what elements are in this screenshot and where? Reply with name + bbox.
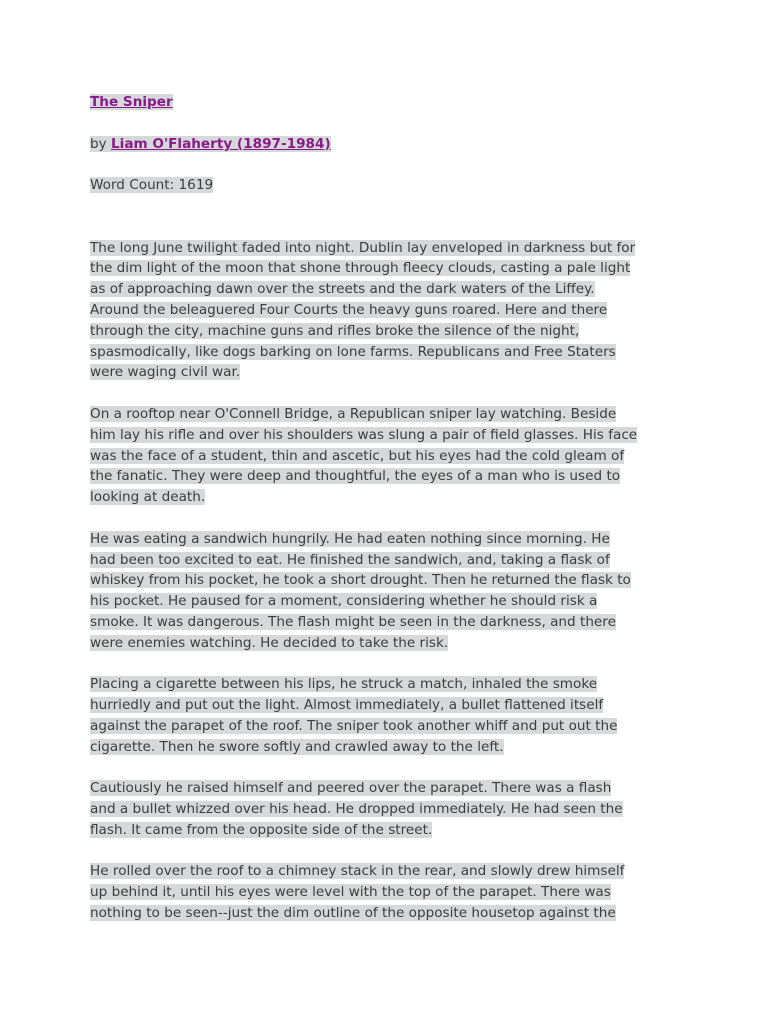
paragraph-line-text: Cautiously he raised himself and peered over the parapet. There was a flash [90, 780, 612, 797]
paragraph-line [90, 633, 678, 654]
paragraph-line-text: up behind it, until his eyes were level with the top of the parapet. There was [90, 884, 611, 901]
paragraph-line [90, 238, 678, 259]
paragraph-line-text: The long June twilight faded into night. Dublin lay enveloped in darkness but for [90, 239, 636, 256]
author-link[interactable]: Liam O'Flaherty (1897-1984) [111, 135, 331, 152]
paragraph-line [90, 342, 678, 363]
story-paragraph [90, 674, 678, 757]
paragraph-line [90, 300, 678, 321]
paragraph-line [90, 550, 678, 571]
paragraph-line-text: were enemies watching. He decided to take the risk. [90, 634, 449, 651]
paragraph-line-text: and a bullet whizzed over his head. He dropped immediately. He had seen the [90, 801, 623, 818]
paragraph-line [90, 591, 678, 612]
paragraph-line-text: spasmodically, like dogs barking on lone farms. Republicans and Free Staters [90, 343, 616, 360]
word-count-line [90, 175, 678, 196]
paragraph-line [90, 674, 678, 695]
story-paragraph [90, 861, 678, 923]
paragraph-line [90, 903, 678, 924]
paragraph-line [90, 279, 678, 300]
story-paragraph [90, 529, 678, 654]
paragraph-line-text: nothing to be seen--just the dim outline of the opposite housetop against the [90, 905, 616, 922]
paragraph-line [90, 570, 678, 591]
paragraph-line-text: smoke. It was dangerous. The flash might be seen in the darkness, and there [90, 613, 616, 630]
paragraph-line-text: hurriedly and put out the light. Almost immediately, a bullet flattened itself [90, 697, 604, 714]
paragraph-line [90, 446, 678, 467]
paragraph-line [90, 321, 678, 342]
paragraph-line [90, 487, 678, 508]
author-highlight [90, 136, 331, 152]
paragraph-line [90, 716, 678, 737]
paragraph-line-text: through the city, machine guns and rifles broke the silence of the night, [90, 322, 580, 339]
paragraph-line-text: against the parapet of the roof. The sniper took another whiff and put out the [90, 717, 618, 734]
paragraph-line-text: cigarette. Then he swore softly and crawled away to the left. [90, 738, 504, 755]
paragraph-line-text: Placing a cigarette between his lips, he struck a match, inhaled the smoke [90, 676, 598, 693]
paragraph-line [90, 695, 678, 716]
author-line [90, 134, 678, 155]
paragraph-line [90, 258, 678, 279]
paragraph-line-text: him lay his rifle and over his shoulders was slung a pair of field glasses. His face [90, 426, 638, 443]
story-paragraph [90, 404, 678, 508]
paragraph-line-text: looking at death. [90, 489, 206, 506]
paragraph-line [90, 362, 678, 383]
paragraph-line-text: were waging civil war. [90, 364, 241, 381]
story-title-link[interactable]: The Sniper [90, 94, 173, 110]
paragraph-line-text: On a rooftop near O'Connell Bridge, a Republican sniper lay watching. Beside [90, 405, 617, 422]
paragraph-line [90, 612, 678, 633]
paragraph-line-text: flash. It came from the opposite side of the street. [90, 821, 433, 838]
paragraph-line [90, 404, 678, 425]
paragraph-line [90, 861, 678, 882]
paragraph-line-text: had been too excited to eat. He finished the sandwich, and, taking a flask of [90, 551, 610, 568]
paragraph-line [90, 778, 678, 799]
story-paragraph [90, 778, 678, 840]
paragraph-line-text: as of approaching dawn over the streets and the dark waters of the Liffey. [90, 281, 595, 298]
title-line [90, 92, 678, 113]
paragraph-line-text: Around the beleaguered Four Courts the heavy guns roared. Here and there [90, 301, 608, 318]
paragraph-line-text: He rolled over the roof to a chimney stack in the rear, and slowly drew himself [90, 863, 625, 880]
paragraph-line [90, 799, 678, 820]
document-page [90, 92, 678, 945]
paragraph-line-text: the fanatic. They were deep and thoughtful, the eyes of a man who is used to [90, 468, 621, 485]
paragraph-line [90, 529, 678, 550]
paragraph-line-text: his pocket. He paused for a moment, considering whether he should risk a [90, 593, 598, 610]
paragraph-line-text: the dim light of the moon that shone through fleecy clouds, casting a pale light [90, 260, 631, 277]
paragraph-line [90, 882, 678, 903]
paragraph-line [90, 425, 678, 446]
word-count-text: Word Count: 1619 [90, 177, 214, 194]
paragraph-line-text: was the face of a student, thin and ascetic, but his eyes had the cold gleam of [90, 447, 625, 464]
paragraph-line-text: whiskey from his pocket, he took a short drought. Then he returned the flask to [90, 572, 631, 589]
paragraph-line-text: He was eating a sandwich hungrily. He had eaten nothing since morning. He [90, 530, 610, 547]
paragraph-line [90, 820, 678, 841]
paragraph-line [90, 737, 678, 758]
author-prefix: by [90, 135, 107, 152]
title-highlight [90, 94, 173, 110]
story-body [90, 238, 678, 924]
paragraph-line [90, 466, 678, 487]
story-paragraph [90, 238, 678, 384]
